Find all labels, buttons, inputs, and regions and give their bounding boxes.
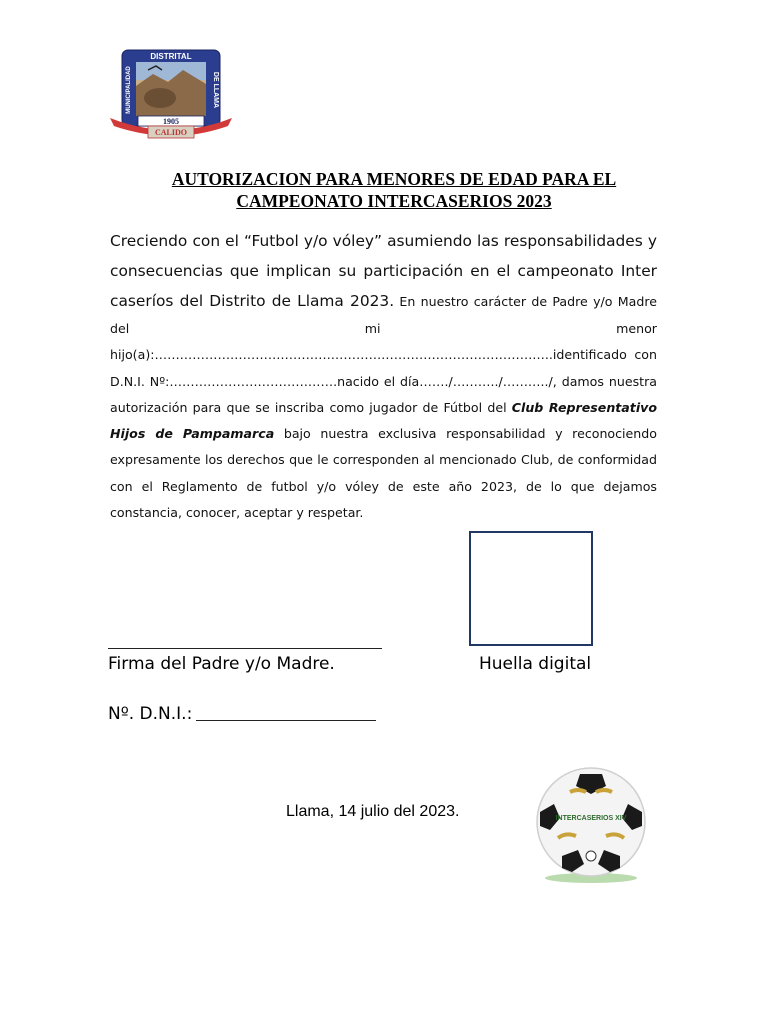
parent-signature-label: Firma del Padre y/o Madre. xyxy=(108,654,335,674)
club-name: Club Representativo Hijos de Pampamarca xyxy=(110,399,657,442)
title-line-2: CAMPEONATO INTERCASERIOS 2023 xyxy=(236,191,552,211)
dni-blank-line xyxy=(196,704,376,721)
dni-field xyxy=(108,704,376,724)
soccer-ball-icon xyxy=(532,764,650,884)
paragraph-end-text: bajo nuestra exclusiva responsabilidad y reconociendo expresamente los derechos que le corresponden al mencionado Club, de conformidad con el Reglamento de futbol y/o vóley de este año 2023, de lo que dejamos constancia, conocer, aceptar y respetar. xyxy=(110,426,657,521)
document-date: Llama, 14 julio del 2023. xyxy=(286,803,460,820)
svg-text:DE LLAMA: DE LLAMA xyxy=(212,71,219,109)
svg-text:MUNICIPALIDAD: MUNICIPALIDAD xyxy=(126,66,132,114)
paragraph-intro-text: Creciendo con el “Futbol y/o vóley” asumiendo las responsabilidades y consecuencias que implican su participación en el campeonato Inter caseríos del Distrito de Llama 2023. xyxy=(110,232,657,310)
title-line-1: AUTORIZACION PARA MENORES DE EDAD PARA EL xyxy=(171,169,617,189)
signature-line xyxy=(108,648,382,649)
fingerprint-label: Huella digital xyxy=(479,654,592,674)
svg-text:1905: 1905 xyxy=(163,117,179,126)
svg-text:DISTRITAL: DISTRITAL xyxy=(150,52,192,61)
svg-text:INTERCASERIOS XIV: INTERCASERIOS XIV xyxy=(555,815,627,822)
fingerprint-box xyxy=(469,531,593,646)
paragraph-middle-text: En nuestro carácter de Padre y/o Madre del mi menor hijo(a):…………………………………………………………………………………..identificado con D.N.I. Nº:………………………………….nacido el día……./………../………../, damos nuestra autorización para que se inscriba como jugador de Fútbol del xyxy=(110,294,657,415)
document-title xyxy=(110,168,678,212)
dni-label: Nº. D.N.I.: xyxy=(108,704,193,724)
municipal-seal-icon xyxy=(108,46,234,142)
svg-text:CALIDO: CALIDO xyxy=(154,128,188,137)
paragraph-text xyxy=(110,226,657,526)
